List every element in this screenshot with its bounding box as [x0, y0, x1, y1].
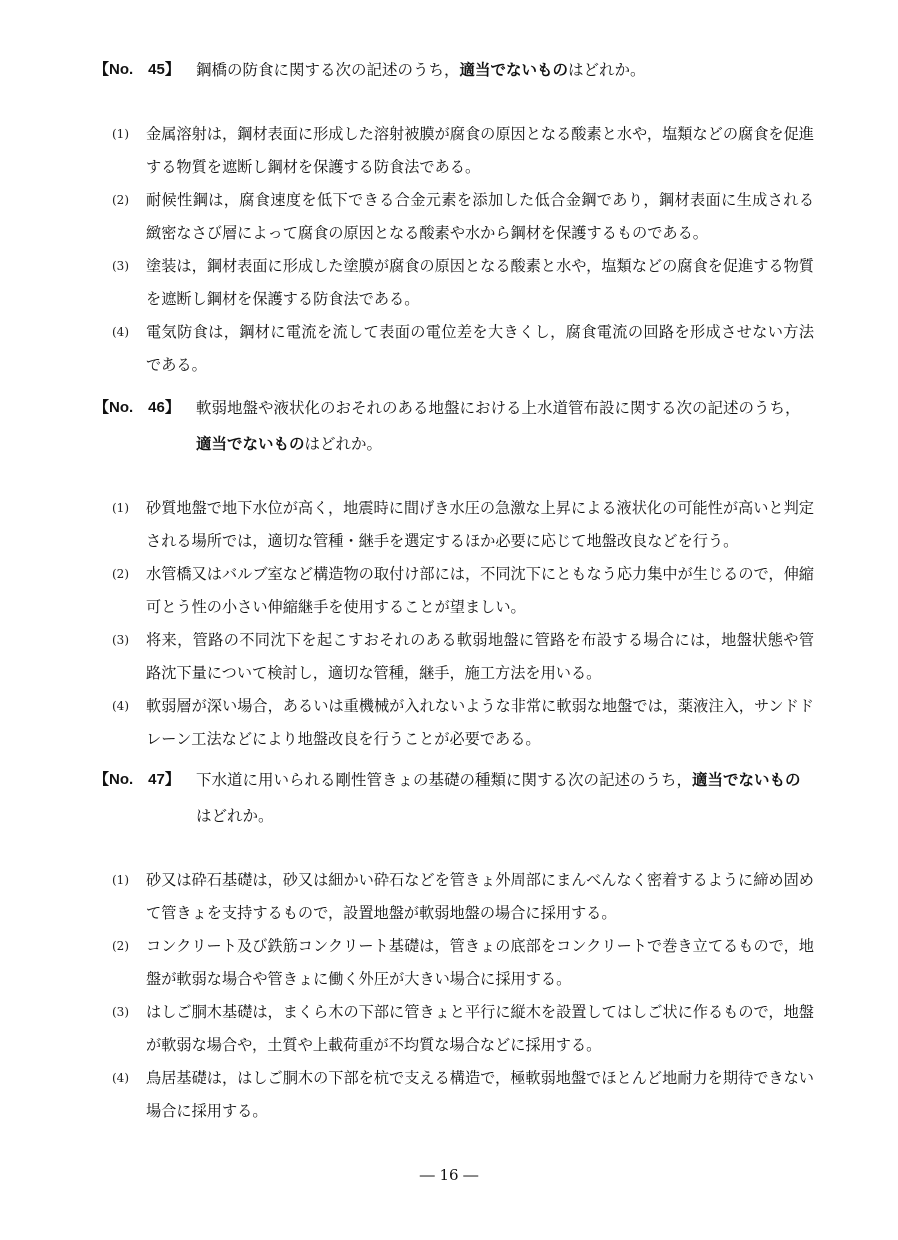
prompt-emphasis: 適当でないもの — [459, 61, 569, 79]
option-label: (3) — [112, 1005, 129, 1019]
prompt-tail: はどれか。 — [304, 435, 383, 453]
option-list — [94, 492, 814, 756]
prompt-emphasis: 適当でないもの — [692, 771, 801, 789]
option-text: 砂質地盤で地下水位が高く，地震時に間げき水圧の急激な上昇による液状化の可能性が高いと判定される場所では，適切な管種・継手を選定するほか必要に応じて地盤改良などを行う。 — [146, 499, 814, 550]
option-text: 鳥居基礎は，はしご胴木の下部を杭で支える構造で，極軟弱地盤でほとんど地耐力を期待できない場合に採用する。 — [146, 1069, 814, 1120]
option-text: 耐候性鋼は，腐食速度を低下できる合金元素を添加した低合金鋼であり，鋼材表面に生成される緻密なさび層によって腐食の原因となる酸素や水から鋼材を保護するものである。 — [146, 191, 814, 242]
option-item — [94, 1062, 814, 1128]
prompt-text: 下水道に用いられる剛性管きょの基礎の種類に関する次の記述のうち， — [196, 771, 693, 789]
option-label: (2) — [112, 193, 129, 207]
prompt-tail: はどれか。 — [568, 61, 646, 79]
prompt-text: 鋼橋の防食に関する次の記述のうち， — [196, 61, 460, 79]
question-number: 【No. 47】 — [94, 771, 180, 788]
prompt-text: 軟弱地盤や液状化のおそれのある地盤における上水道管布設に関する次の記述のうち， — [196, 399, 801, 417]
option-label: (4) — [112, 325, 129, 339]
prompt-emphasis: 適当でないもの — [196, 435, 305, 453]
option-label: (3) — [112, 633, 129, 647]
option-item — [94, 624, 814, 690]
option-item — [94, 996, 814, 1062]
question-prompt — [196, 52, 814, 88]
question-47 — [94, 762, 814, 1128]
option-item — [94, 118, 814, 184]
option-label: (4) — [112, 1071, 129, 1085]
question-header — [94, 390, 814, 462]
option-text: 軟弱層が深い場合，あるいは重機械が入れないような非常に軟弱な地盤では，薬液注入，サンドドレーン工法などにより地盤改良を行うことが必要である。 — [146, 697, 814, 748]
option-item — [94, 316, 814, 382]
question-prompt — [196, 390, 814, 462]
option-list — [94, 864, 814, 1128]
option-label: (1) — [112, 501, 129, 515]
page-number: ― 16 ― — [419, 1166, 479, 1184]
option-label: (4) — [112, 699, 129, 713]
option-label: (2) — [112, 567, 129, 581]
question-header — [94, 762, 814, 834]
option-text: 砂又は砕石基礎は，砂又は細かい砕石などを管きょ外周部にまんべんなく密着するように締め固めて管きょを支持するもので，設置地盤が軟弱地盤の場合に採用する。 — [146, 871, 814, 922]
question-number: 【No. 45】 — [94, 61, 180, 78]
option-text: 水管橋又はバルブ室など構造物の取付け部には，不同沈下にともなう応力集中が生じるので，伸縮可とう性の小さい伸縮継手を使用することが望ましい。 — [146, 565, 814, 616]
prompt-tail: はどれか。 — [196, 807, 274, 825]
option-item — [94, 492, 814, 558]
question-prompt — [196, 762, 814, 834]
option-text: 金属溶射は，鋼材表面に形成した溶射被膜が腐食の原因となる酸素と水や，塩類などの腐食を促進する物質を遮断し鋼材を保護する防食法である。 — [146, 125, 814, 176]
option-text: はしご胴木基礎は，まくら木の下部に管きょと平行に縦木を設置してはしご状に作るもので，地盤が軟弱な場合や，土質や上載荷重が不均質な場合などに採用する。 — [146, 1003, 814, 1054]
option-list — [94, 118, 814, 382]
option-text: 将来，管路の不同沈下を起こすおそれのある軟弱地盤に管路を布設する場合には，地盤状態や管路沈下量について検討し，適切な管種，継手，施工方法を用いる。 — [146, 631, 814, 682]
question-header — [94, 52, 814, 88]
option-label: (1) — [112, 873, 129, 887]
option-label: (3) — [112, 259, 129, 273]
option-text: 塗装は，鋼材表面に形成した塗膜が腐食の原因となる酸素と水や，塩類などの腐食を促進する物質を遮断し鋼材を保護する防食法である。 — [146, 257, 814, 308]
option-item — [94, 184, 814, 250]
option-item — [94, 690, 814, 756]
option-item — [94, 930, 814, 996]
option-label: (1) — [112, 127, 129, 141]
option-item — [94, 558, 814, 624]
question-46 — [94, 390, 814, 756]
question-45 — [94, 52, 814, 382]
option-item — [94, 250, 814, 316]
option-text: 電気防食は，鋼材に電流を流して表面の電位差を大きくし，腐食電流の回路を形成させない方法である。 — [146, 323, 814, 374]
option-item — [94, 864, 814, 930]
option-text: コンクリート及び鉄筋コンクリート基礎は，管きょの底部をコンクリートで巻き立てるもので，地盤が軟弱な場合や管きょに働く外圧が大きい場合に採用する。 — [146, 937, 814, 988]
question-number: 【No. 46】 — [94, 399, 180, 416]
option-label: (2) — [112, 939, 129, 953]
